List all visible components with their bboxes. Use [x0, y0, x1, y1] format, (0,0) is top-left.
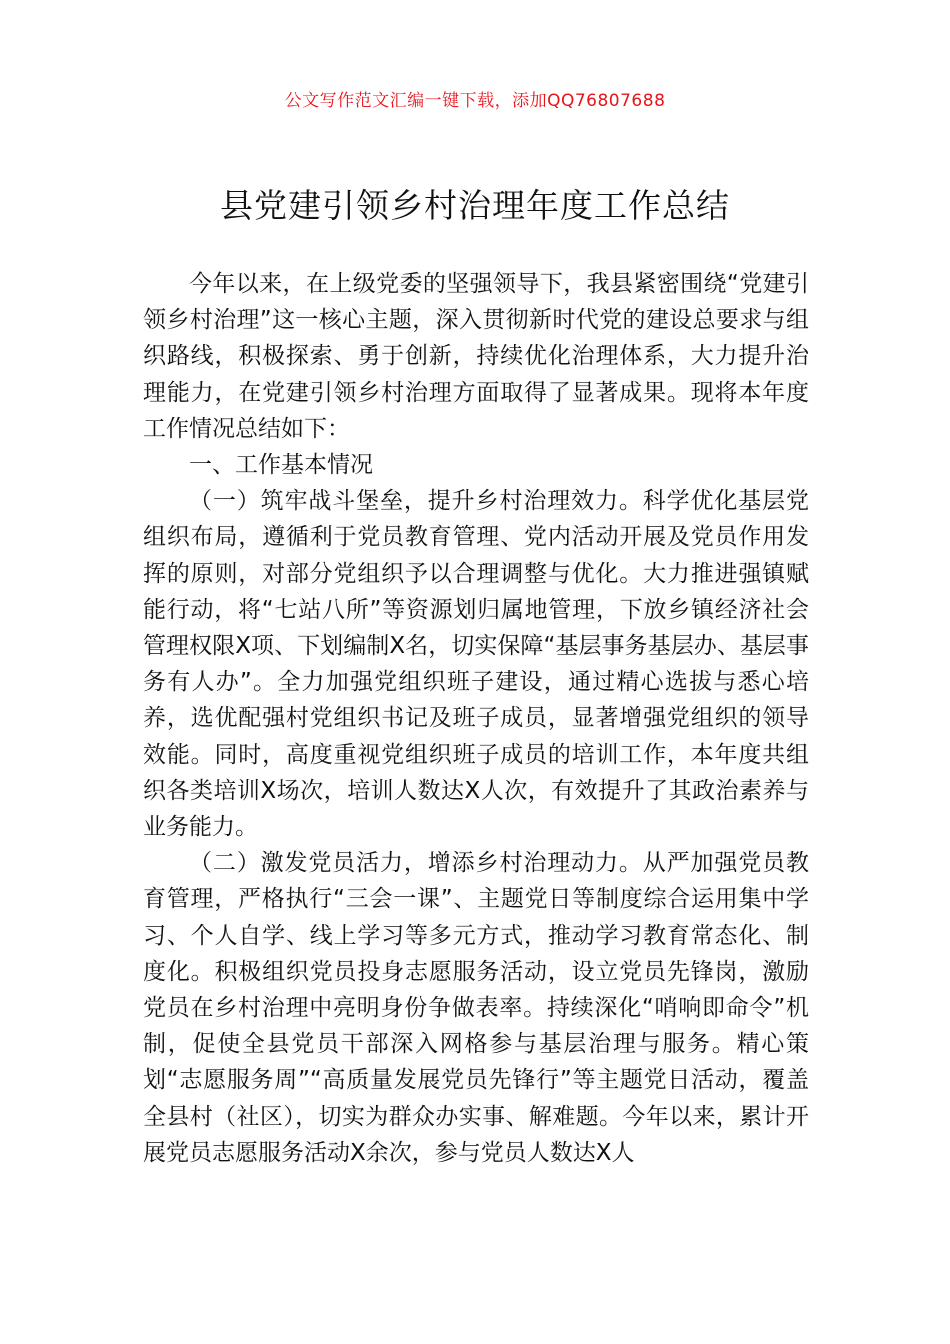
paragraph-section-1: （一）筑牢战斗堡垒，提升乡村治理效力。科学优化基层党组织布局，遵循利于党员教育管理、党内活动开展及党员作用发挥的原则，对部分党组织予以合理调整与优化。大力推进强镇赋能行动，将“七站八所”等资源划归属地管理，下放乡镇经济社会管理权限X项、下划编制X名，切实保障“基层事务基层办、基层事务有人办”。全力加强党组织班子建设，通过精心选拔与悉心培养，选优配强村党组织书记及班子成员，显著增强党组织的领导效能。同时，高度重视党组织班子成员的培训工作，本年度共组织各类培训X场次，培训人数达X人次，有效提升了其政治素养与业务能力。	[143, 488, 809, 841]
document-body	[143, 266, 809, 1171]
paragraph-section-2: （二）激发党员活力，增添乡村治理动力。从严加强党员教育管理，严格执行“三会一课”、主题党日等制度综合运用集中学习、个人自学、线上学习等多元方式，推动学习教育常态化、制度化。积极组织党员投身志愿服务活动，设立党员先锋岗，激励党员在乡村治理中亮明身份争做表率。持续深化“哨响即命令”机制，促使全县党员干部深入网格参与基层治理与服务。精心策划“志愿服务周”“高质量发展党员先锋行”等主题党日活动，覆盖全县村（社区），切实为群众办实事、解难题。今年以来，累计开展党员志愿服务活动X余次，参与党员人数达X人	[143, 850, 809, 1166]
section-heading: 一、工作基本情况	[189, 452, 373, 479]
document-title: 县党建引领乡村治理年度工作总结	[220, 186, 730, 225]
paragraph-intro: 今年以来，在上级党委的坚强领导下，我县紧密围绕“党建引领乡村治理”这一核心主题，深入贯彻新时代党的建设总要求与组织路线，积极探索、勇于创新，持续优化治理体系，大力提升治理能力，在党建引领乡村治理方面取得了显著成果。现将本年度工作情况总结如下：	[143, 271, 809, 442]
watermark-text: 公文写作范文汇编一键下载，添加QQ76807688	[284, 91, 666, 111]
